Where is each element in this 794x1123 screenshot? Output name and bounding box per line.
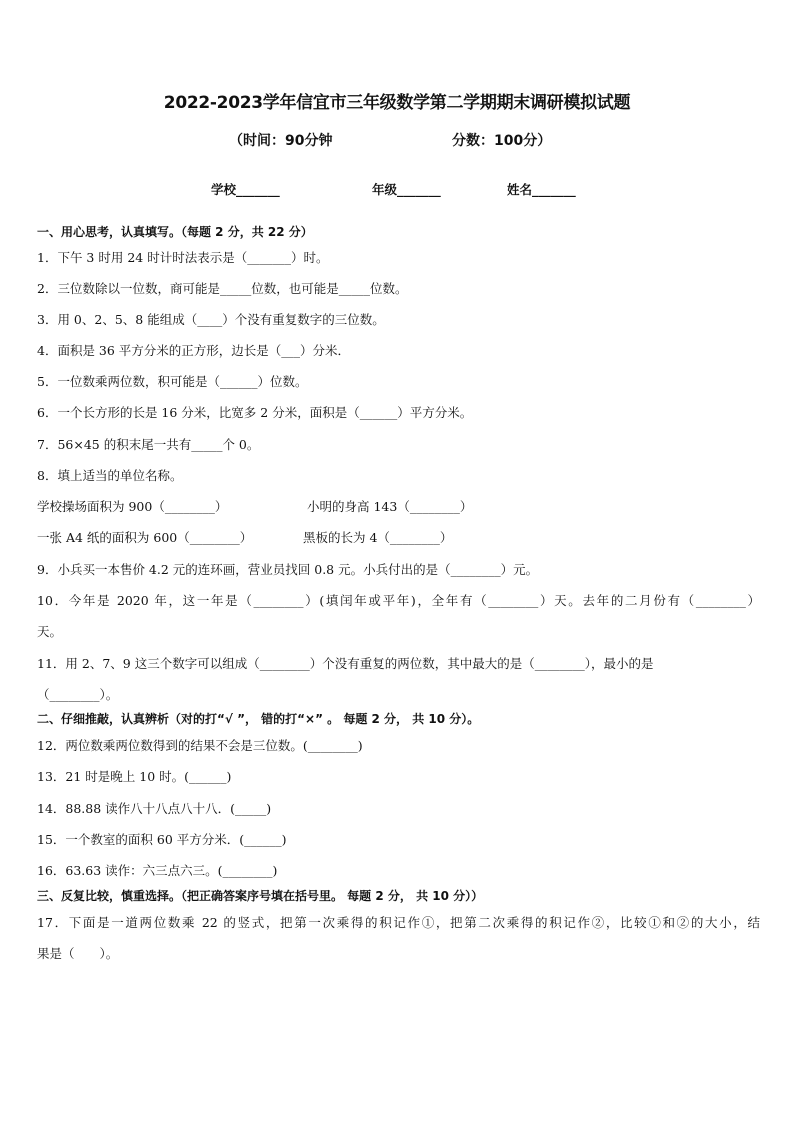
school-field: 学校_______ xyxy=(211,182,280,197)
question-12: 12．两位数乘两位数得到的结果不会是三位数。(________) xyxy=(37,738,363,753)
question-10-line-1: 10．今年是 2020 年，这一年是（________）(填闰年或平年)，全年有（________）天。去年的二月份有（________） xyxy=(37,593,760,608)
question-5: 5．一位数乘两位数，积可能是（______）位数。 xyxy=(37,374,308,389)
question-10-line-2: 天。 xyxy=(37,624,63,639)
exam-score: 分数：100分） xyxy=(452,133,552,149)
question-11-line-1: 11．用 2、7、9 这三个数字可以组成（________）个没有重复的两位数，其中最大的是（________），最小的是 xyxy=(37,656,654,671)
question-17-line-2: 果是（ ）。 xyxy=(37,946,119,961)
question-4: 4．面积是 36 平方分米的正方形，边长是（___）分米． xyxy=(37,343,351,358)
question-8-item-d: 黑板的长为 4（________） xyxy=(303,530,453,545)
question-6: 6．一个长方形的长是 16 分米，比宽多 2 分米，面积是（______）平方分米。 xyxy=(37,405,473,420)
question-7: 7．56×45 的积末尾一共有_____个 0。 xyxy=(37,437,260,452)
question-15: 15．一个教室的面积 60 平方分米．(______) xyxy=(37,832,287,847)
question-11-line-2: （________）。 xyxy=(37,687,119,702)
question-9: 9．小兵买一本售价 4.2 元的连环画，营业员找回 0.8 元。小兵付出的是（________）元。 xyxy=(37,562,539,577)
question-8-item-b: 小明的身高 143（________） xyxy=(307,499,473,514)
question-14: 14．88.88 读作八十八点八十八．(_____) xyxy=(37,801,272,816)
question-13: 13．21 时是晚上 10 时。(______) xyxy=(37,769,232,784)
section-3-heading: 三、反复比较，慎重选择。（把正确答案序号填在括号里。 每题 2 分， 共 10 分）） xyxy=(37,889,484,903)
question-17-line-1: 17．下面是一道两位数乘 22 的竖式，把第一次乘得的积记作①，把第二次乘得的积记作②，比较①和②的大小，结 xyxy=(37,915,760,930)
question-8-item-c: 一张 A4 纸的面积为 600（________） xyxy=(37,530,253,545)
section-1-heading: 一、用心思考，认真填写。（每题 2 分，共 22 分） xyxy=(37,225,313,239)
question-2: 2．三位数除以一位数，商可能是_____位数，也可能是_____位数。 xyxy=(37,281,408,296)
question-16: 16．63.63 读作：六三点六三。(________) xyxy=(37,863,278,878)
question-8-item-a: 学校操场面积为 900（________） xyxy=(37,499,228,514)
question-3: 3．用 0、2、5、8 能组成（____）个没有重复数字的三位数。 xyxy=(37,312,385,327)
section-2-heading: 二、仔细推敲，认真辨析（对的打“√ ”， 错的打“×” 。 每题 2 分， 共 10 分）。 xyxy=(37,712,480,726)
exam-title: 2022-2023学年信宜市三年级数学第二学期期末调研模拟试题 xyxy=(163,93,631,113)
exam-time: （时间：90分钟 xyxy=(229,133,333,149)
question-8: 8．填上适当的单位名称。 xyxy=(37,468,183,483)
name-field: 姓名_______ xyxy=(507,182,576,197)
grade-field: 年级_______ xyxy=(372,182,441,197)
question-1: 1．下午 3 时用 24 时计时法表示是（_______）时。 xyxy=(37,250,329,265)
